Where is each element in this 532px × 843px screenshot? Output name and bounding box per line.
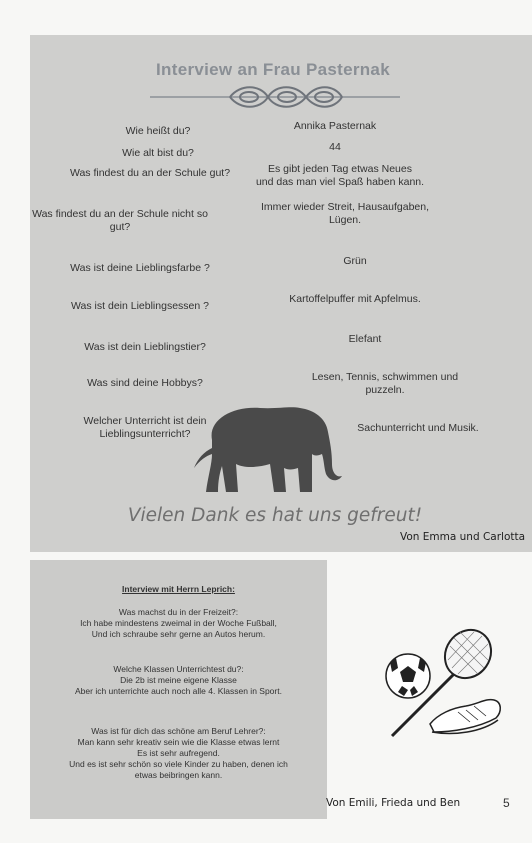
answer-6: Kartoffelpuffer mit Apfelmus. (289, 293, 421, 305)
interview-2-paragraph-1: Was machst du in der Freizeit?: Ich habe mindestens zweimal in der Woche Fußball, Und ich schraube sehr gerne an Autos herum. (80, 607, 277, 639)
answer-1: Annika Pasternak (293, 120, 377, 132)
question-1: Wie heißt du? (125, 125, 191, 137)
question-3: Was findest du an der Schule gut? (69, 167, 231, 179)
question-2: Wie alt bist du? (122, 147, 194, 159)
soccer-ball-racket-sneaker-icon (382, 628, 507, 743)
question-6: Was ist dein Lieblingsessen ? (71, 300, 209, 312)
answer-7: Elefant (348, 333, 382, 345)
thanks-message: Vielen Dank es hat uns gefreut! (127, 505, 423, 526)
question-5: Was ist deine Lieblingsfarbe ? (70, 262, 210, 274)
interview-2-paragraph-2: Welche Klassen Unterrichtest du?: Die 2b ist meine eigene Klasse Aber ich unterrichte auch noch alle 4. Klassen in Sport. (75, 664, 282, 696)
question-4: Was findest du an der Schule nicht so gut? (32, 208, 208, 233)
question-9: Welcher Unterricht ist dein Lieblingsunterricht? (83, 415, 207, 440)
elephant-icon (192, 398, 342, 498)
answer-5: Grün (343, 255, 367, 267)
page-number: 5 (503, 796, 510, 810)
question-8: Was sind deine Hobbys? (87, 377, 203, 389)
interview-title: Interview an Frau Pasternak (156, 60, 390, 79)
answer-2: 44 (329, 141, 341, 153)
rope-knot-divider-icon (150, 80, 400, 114)
answer-9: Sachunterricht und Musik. (357, 422, 479, 434)
signature-interview-2: Von Emili, Frieda und Ben (326, 797, 461, 809)
question-7: Was ist dein Lieblingstier? (84, 341, 206, 353)
signature-interview-1: Von Emma und Carlotta (400, 531, 526, 543)
answer-4: Immer wieder Streit, Hausaufgaben, Lügen. (260, 201, 430, 226)
answer-3: Es gibt jeden Tag etwas Neues und das man viel Spaß haben kann. (255, 163, 425, 188)
interview-2-title: Interview mit Herrn Leprich: (122, 584, 235, 594)
interview-2-paragraph-3: Was ist für dich das schöne am Beruf Lehrer?: Man kann sehr kreativ sein wie die Klasse etwas lernt Es ist sehr aufregend. Und es ist sehr schön so viele Kinder zu haben, denen ich etwas beibringen kann. (69, 726, 288, 780)
answer-8: Lesen, Tennis, schwimmen und puzzeln. (311, 371, 459, 396)
